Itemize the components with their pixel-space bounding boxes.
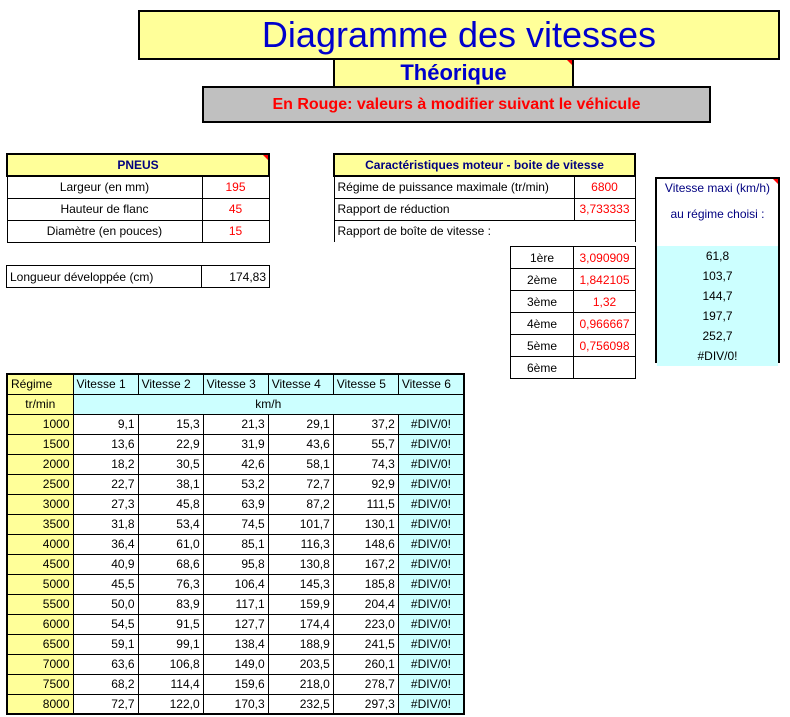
table-row (7, 694, 464, 714)
gear-4-ratio[interactable]: 0,966667 (574, 313, 636, 335)
speed-cell: 54,5 (73, 614, 138, 634)
speed-cell: 185,8 (333, 574, 398, 594)
rpm-cell: 3500 (7, 514, 73, 534)
max-speed-gear-3: 144,7 (702, 289, 733, 303)
table-row (7, 534, 464, 554)
speed-cell: #DIV/0! (398, 414, 464, 434)
comment-marker[interactable] (567, 60, 572, 65)
reduction-ratio-value[interactable]: 3,733333 (574, 198, 635, 220)
speed-cell: 63,9 (203, 494, 268, 514)
speed-cell: 117,1 (203, 594, 268, 614)
engine-rpm-label: Régime de puissance maximale (tr/min) (334, 176, 574, 198)
speed-cell: 55,7 (333, 434, 398, 454)
speed-cell: #DIV/0! (398, 614, 464, 634)
tire-sidewall-label: Hauteur de flanc (7, 198, 202, 220)
rpm-cell: 1000 (7, 414, 73, 434)
speed-table (6, 373, 465, 715)
speed-cell: 92,9 (333, 474, 398, 494)
speed-cell: 31,8 (73, 514, 138, 534)
rpm-column-header: Régime (7, 374, 73, 394)
speed-cell: 241,5 (333, 634, 398, 654)
table-row (7, 674, 464, 694)
speed-cell: 43,6 (268, 434, 333, 454)
rpm-cell: 7000 (7, 654, 73, 674)
table-row (7, 654, 464, 674)
speed-cell: 130,8 (268, 554, 333, 574)
gear-column-header: Vitesse 2 (138, 374, 203, 394)
speed-cell: #DIV/0! (398, 674, 464, 694)
speed-cell: 13,6 (73, 434, 138, 454)
max-speed-gear-5: 252,7 (702, 329, 733, 343)
speed-cell: 53,2 (203, 474, 268, 494)
gear-2-ratio[interactable]: 1,842105 (574, 269, 636, 291)
subtitle-text: Théorique (400, 60, 507, 85)
speed-cell: 148,6 (333, 534, 398, 554)
table-row (7, 434, 464, 454)
table-row (7, 574, 464, 594)
speed-cell: 29,1 (268, 414, 333, 434)
speed-cell: 85,1 (203, 534, 268, 554)
speed-cell: #DIV/0! (398, 454, 464, 474)
tire-width-label: Largeur (en mm) (7, 176, 202, 198)
speed-cell: 278,7 (333, 674, 398, 694)
gear-column-header: Vitesse 6 (398, 374, 464, 394)
speed-cell: 111,5 (333, 494, 398, 514)
max-speed-gear-6: #DIV/0! (697, 349, 738, 363)
speed-cell: #DIV/0! (398, 514, 464, 534)
speed-cell: 45,8 (138, 494, 203, 514)
speed-cell: 68,2 (73, 674, 138, 694)
rpm-cell: 6000 (7, 614, 73, 634)
speed-cell: 63,6 (73, 654, 138, 674)
table-row (7, 554, 464, 574)
rpm-cell: 4000 (7, 534, 73, 554)
tire-circumference-label: Longueur développée (cm) (7, 266, 202, 288)
gear-6-ratio[interactable] (574, 357, 636, 379)
table-row (7, 474, 464, 494)
table-row (7, 494, 464, 514)
gear-column-header: Vitesse 3 (203, 374, 268, 394)
speed-cell: 22,9 (138, 434, 203, 454)
speed-cell: 188,9 (268, 634, 333, 654)
max-speed-subheader: au régime choisi : (670, 207, 765, 221)
speed-cell: 42,6 (203, 454, 268, 474)
speed-cell: 138,4 (203, 634, 268, 654)
gear-6-label: 6ème (511, 357, 574, 379)
speed-cell: 22,7 (73, 474, 138, 494)
table-row (7, 514, 464, 534)
speed-cell: 45,5 (73, 574, 138, 594)
max-speed-gear-2: 103,7 (702, 269, 733, 283)
speed-cell: 127,7 (203, 614, 268, 634)
speed-cell: 18,2 (73, 454, 138, 474)
speed-cell: #DIV/0! (398, 494, 464, 514)
speed-cell: 174,4 (268, 614, 333, 634)
speed-cell: 204,4 (333, 594, 398, 614)
speed-cell: 297,3 (333, 694, 398, 714)
speed-cell: 91,5 (138, 614, 203, 634)
speed-cell: #DIV/0! (398, 634, 464, 654)
rpm-unit-label: tr/min (7, 394, 73, 414)
speed-cell: 40,9 (73, 554, 138, 574)
speed-cell: #DIV/0! (398, 654, 464, 674)
note-banner (202, 86, 711, 123)
speed-cell: 21,3 (203, 414, 268, 434)
page-title (138, 10, 780, 60)
speed-cell: 27,3 (73, 494, 138, 514)
speed-cell: 87,2 (268, 494, 333, 514)
tire-circumference-value[interactable]: 174,83 (202, 266, 270, 288)
speed-cell: 145,3 (268, 574, 333, 594)
speed-cell: #DIV/0! (398, 434, 464, 454)
gear-3-label: 3ème (511, 291, 574, 313)
reduction-ratio-label: Rapport de réduction (334, 198, 574, 220)
speed-cell: 260,1 (333, 654, 398, 674)
speed-cell: 101,7 (268, 514, 333, 534)
speed-cell: #DIV/0! (398, 694, 464, 714)
rpm-cell: 2500 (7, 474, 73, 494)
speed-cell: 68,6 (138, 554, 203, 574)
speed-cell: 95,8 (203, 554, 268, 574)
gear-1-label: 1ère (511, 247, 574, 269)
tire-diameter-label: Diamètre (en pouces) (7, 220, 202, 242)
max-speed-gear-4: 197,7 (702, 309, 733, 323)
tire-width-value[interactable]: 195 (202, 176, 269, 198)
speed-cell: 167,2 (333, 554, 398, 574)
speed-cell: #DIV/0! (398, 474, 464, 494)
tire-diameter-value[interactable]: 15 (202, 220, 269, 242)
speed-cell: 83,9 (138, 594, 203, 614)
speed-cell: 159,6 (203, 674, 268, 694)
comment-marker[interactable] (263, 155, 268, 160)
speed-cell: #DIV/0! (398, 534, 464, 554)
speed-cell: 72,7 (73, 694, 138, 714)
gear-5-label: 5ème (511, 335, 574, 357)
speed-cell: 149,0 (203, 654, 268, 674)
speed-cell: 58,1 (268, 454, 333, 474)
speed-cell: 114,4 (138, 674, 203, 694)
table-row (7, 594, 464, 614)
table-row (7, 414, 464, 434)
table-row (7, 614, 464, 634)
gear-4-label: 4ème (511, 313, 574, 335)
engine-table (333, 153, 636, 242)
speed-cell: 76,3 (138, 574, 203, 594)
speed-cell: 99,1 (138, 634, 203, 654)
table-row (7, 454, 464, 474)
gearbox-ratio-label: Rapport de boîte de vitesse : (334, 220, 635, 242)
gear-ratios-table (510, 246, 636, 379)
speed-cell: 61,0 (138, 534, 203, 554)
speed-cell: 30,5 (138, 454, 203, 474)
rpm-cell: 3000 (7, 494, 73, 514)
speed-cell: 59,1 (73, 634, 138, 654)
tire-sidewall-value[interactable]: 45 (202, 198, 269, 220)
rpm-cell: 4500 (7, 554, 73, 574)
speed-cell: 106,8 (138, 654, 203, 674)
rpm-cell: 6500 (7, 634, 73, 654)
rpm-cell: 5500 (7, 594, 73, 614)
gear-column-header: Vitesse 4 (268, 374, 333, 394)
engine-header (334, 154, 635, 176)
speed-cell: 116,3 (268, 534, 333, 554)
speed-unit-label: km/h (73, 394, 464, 414)
speed-cell: 74,5 (203, 514, 268, 534)
tires-table (6, 153, 270, 243)
rpm-cell: 5000 (7, 574, 73, 594)
tires-header (7, 154, 269, 176)
speed-cell: 53,4 (138, 514, 203, 534)
gear-3-ratio[interactable]: 1,32 (574, 291, 636, 313)
speed-cell: #DIV/0! (398, 554, 464, 574)
note-text: En Rouge: valeurs à modifier suivant le véhicule (272, 96, 641, 113)
rpm-cell: 1500 (7, 434, 73, 454)
gear-5-ratio[interactable]: 0,756098 (574, 335, 636, 357)
speed-cell: 50,0 (73, 594, 138, 614)
speed-cell: 223,0 (333, 614, 398, 634)
speed-cell: 122,0 (138, 694, 203, 714)
speed-cell: 232,5 (268, 694, 333, 714)
speed-cell: 31,9 (203, 434, 268, 454)
table-row (7, 634, 464, 654)
speed-cell: #DIV/0! (398, 594, 464, 614)
speed-cell: 38,1 (138, 474, 203, 494)
speed-cell: 203,5 (268, 654, 333, 674)
speed-cell: 106,4 (203, 574, 268, 594)
max-speed-gear-1: 61,8 (705, 249, 730, 263)
speed-cell: 37,2 (333, 414, 398, 434)
rpm-cell: 8000 (7, 694, 73, 714)
speed-cell: 9,1 (73, 414, 138, 434)
speed-cell: 170,3 (203, 694, 268, 714)
rpm-cell: 7500 (7, 674, 73, 694)
engine-header-text: Caractéristiques moteur - boite de vitesse (365, 158, 604, 172)
rpm-cell: 2000 (7, 454, 73, 474)
speed-table-body (7, 414, 464, 714)
speed-cell: 218,0 (268, 674, 333, 694)
tires-header-text: PNEUS (117, 158, 159, 172)
max-speed-header: Vitesse maxi (km/h) (664, 181, 771, 195)
page-subtitle (333, 58, 574, 88)
speed-cell: 74,3 (333, 454, 398, 474)
gear-1-ratio[interactable]: 3,090909 (574, 247, 636, 269)
gear-column-header: Vitesse 1 (73, 374, 138, 394)
speed-cell: #DIV/0! (398, 574, 464, 594)
speed-cell: 15,3 (138, 414, 203, 434)
gear-2-label: 2ème (511, 269, 574, 291)
speed-cell: 159,9 (268, 594, 333, 614)
max-speed-values (657, 246, 778, 366)
engine-rpm-value[interactable]: 6800 (574, 176, 635, 198)
speed-cell: 36,4 (73, 534, 138, 554)
gear-column-header: Vitesse 5 (333, 374, 398, 394)
tire-circumference-table (6, 265, 270, 288)
speed-cell: 72,7 (268, 474, 333, 494)
speed-cell: 130,1 (333, 514, 398, 534)
title-text: Diagramme des vitesses (261, 14, 657, 55)
max-speed-panel (655, 177, 780, 363)
